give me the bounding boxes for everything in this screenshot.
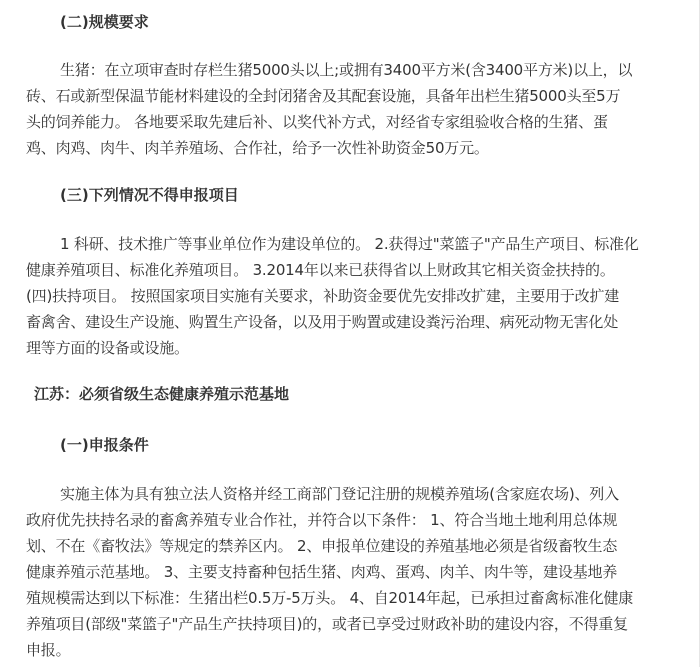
text-line: 殖规模需达到以下标准：生猪出栏0.5万-5万头。 4、自2014年起，已承担过畜禽标准化健康 — [26, 589, 634, 607]
text-line: 畜禽舍、建设生产设施、购置生产设备，以及用于购置或建设粪污治理、病死动物无害化处 — [26, 313, 619, 331]
text-line: 鸡、肉鸡、肉牛、肉羊养殖场、合作社，给予一次性补助资金50万元。 — [26, 139, 489, 157]
heading-scale-requirements: (二)规模要求 — [60, 13, 149, 31]
text-line: 头的饲养能力。 各地要采取先建后补、以奖代补方式，对经省专家组验收合格的生猪、蛋 — [26, 113, 608, 131]
heading-jiangsu: 江苏：必须省级生态健康养殖示范基地 — [34, 385, 290, 403]
text-line: 砖、石或新型保温节能材料建设的全封闭猪舍及其配套设施，具备年出栏生猪5000头至5万 — [26, 87, 621, 105]
paragraph-application-conditions — [26, 481, 676, 663]
text-line: 健康养殖示范基地。 3、主要支持畜种包括生猪、肉鸡、蛋鸡、肉羊、肉牛等，建设基地养 — [26, 563, 618, 581]
paragraph-excluded-cases — [26, 231, 676, 361]
text-line: 理等方面的设备或设施。 — [26, 339, 189, 357]
text-line: 申报。 — [26, 641, 71, 659]
text-line: 生猪：在立项审查时存栏生猪5000头以上;或拥有3400平方米(含3400平方米)以上，以 — [60, 61, 633, 79]
text-line: 政府优先扶持名录的畜禽养殖专业合作社，并符合以下条件： 1、符合当地土地利用总体规 — [26, 511, 618, 529]
text-line: 实施主体为具有独立法人资格并经工商部门登记注册的规模养殖场(含家庭农场)、列入 — [60, 485, 619, 503]
text-line: 健康养殖项目、标准化养殖项目。 3.2014年以来已获得省以上财政其它相关资金扶持的。 — [26, 261, 615, 279]
text-line: 养殖项目(部级"菜篮子"产品生产扶持项目)的，或者已享受过财政补助的建设内容，不得重复 — [26, 615, 628, 633]
text-line: (四)扶持项目。 按照国家项目实施有关要求，补助资金要优先安排改扩建，主要用于改扩建 — [26, 287, 620, 305]
text-line: 划、不在《畜牧法》等规定的禁养区内。 2、申报单位建设的养殖基地必须是省级畜牧生态 — [26, 537, 618, 555]
paragraph-scale-requirements — [26, 57, 676, 161]
heading-application-conditions: (一)申报条件 — [60, 436, 149, 454]
heading-excluded-cases: (三)下列情况不得申报项目 — [60, 186, 239, 204]
text-line: 1 科研、技术推广等事业单位作为建设单位的。 2.获得过"菜篮子"产品生产项目、标准化 — [60, 235, 639, 253]
